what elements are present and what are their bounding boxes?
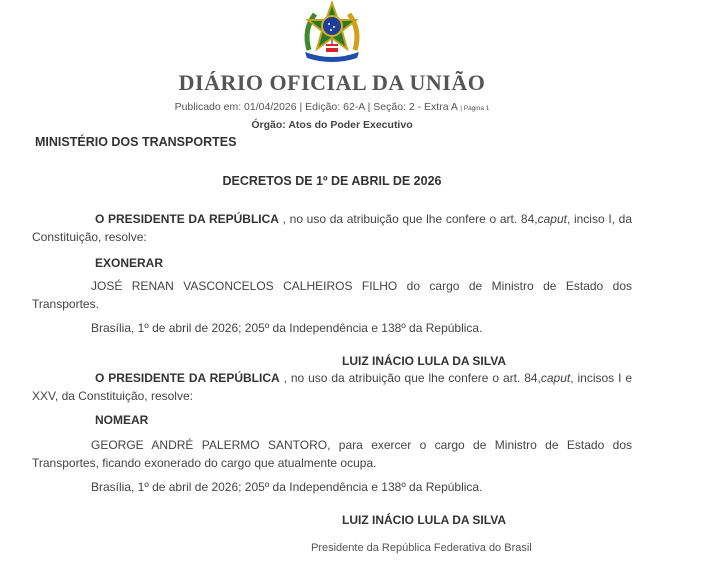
decree1-intro-a: , no uso da atribuição que lhe confere o art. 84, <box>278 212 538 226</box>
decree2-signer-title: Presidente da República Federativa do Brasil <box>311 542 532 554</box>
decree1-intro <box>32 210 632 246</box>
decree2-caput: caput <box>540 371 571 385</box>
issuing-body: Órgão: Atos do Poder Executivo <box>251 119 413 131</box>
decree2-signer: LUIZ INÁCIO LULA DA SILVA <box>342 513 506 527</box>
decree2-date: Brasília, 1º de abril de 2026; 205º da Independência e 138º da República. <box>91 480 483 494</box>
decree1-text: JOSÉ RENAN VASCONCELOS CALHEIROS FILHO do cargo de Ministro de Estado dos Transportes. <box>32 279 632 311</box>
decree2-intro-a: , no uso da atribuição que lhe confere o art. 84, <box>279 371 541 385</box>
page-number: | Página 1 <box>460 105 490 112</box>
publication-info <box>0 101 664 113</box>
gazette-title: DIÁRIO OFICIAL DA UNIÃO <box>178 70 486 95</box>
ministry-heading: MINISTÉRIO DOS TRANSPORTES <box>35 135 237 149</box>
decree1-date: Brasília, 1º de abril de 2026; 205º da Independência e 138º da República. <box>91 321 483 335</box>
publication-details: Publicado em: 01/04/2026 | Edição: 62-A | Seção: 2 - Extra A <box>174 101 458 113</box>
decree2-verb: NOMEAR <box>95 413 149 427</box>
decrees-heading: DECRETOS DE 1º DE ABRIL DE 2026 <box>222 174 442 188</box>
decree1-intro-b: , inciso I, da Constituição, resolve: <box>32 212 633 244</box>
decree1-verb: EXONERAR <box>95 256 164 270</box>
decree2-text: GEORGE ANDRÉ PALERMO SANTORO, para exercer o cargo de Ministro de Estado dos Transportes, ficando exonerado do cargo que atualmente ocupa. <box>32 438 632 470</box>
decree1-caput: caput <box>537 212 567 226</box>
decree2-intro <box>32 369 632 405</box>
decree1-signer: LUIZ INÁCIO LULA DA SILVA <box>342 354 506 368</box>
coat-of-arms-icon <box>297 0 367 64</box>
decree2-president: O PRESIDENTE DA REPÚBLICA <box>95 371 280 385</box>
decree1-president: O PRESIDENTE DA REPÚBLICA <box>95 212 279 226</box>
decree2-intro-b: , incisos I e XXV, da Constituição, resolve: <box>32 371 632 403</box>
